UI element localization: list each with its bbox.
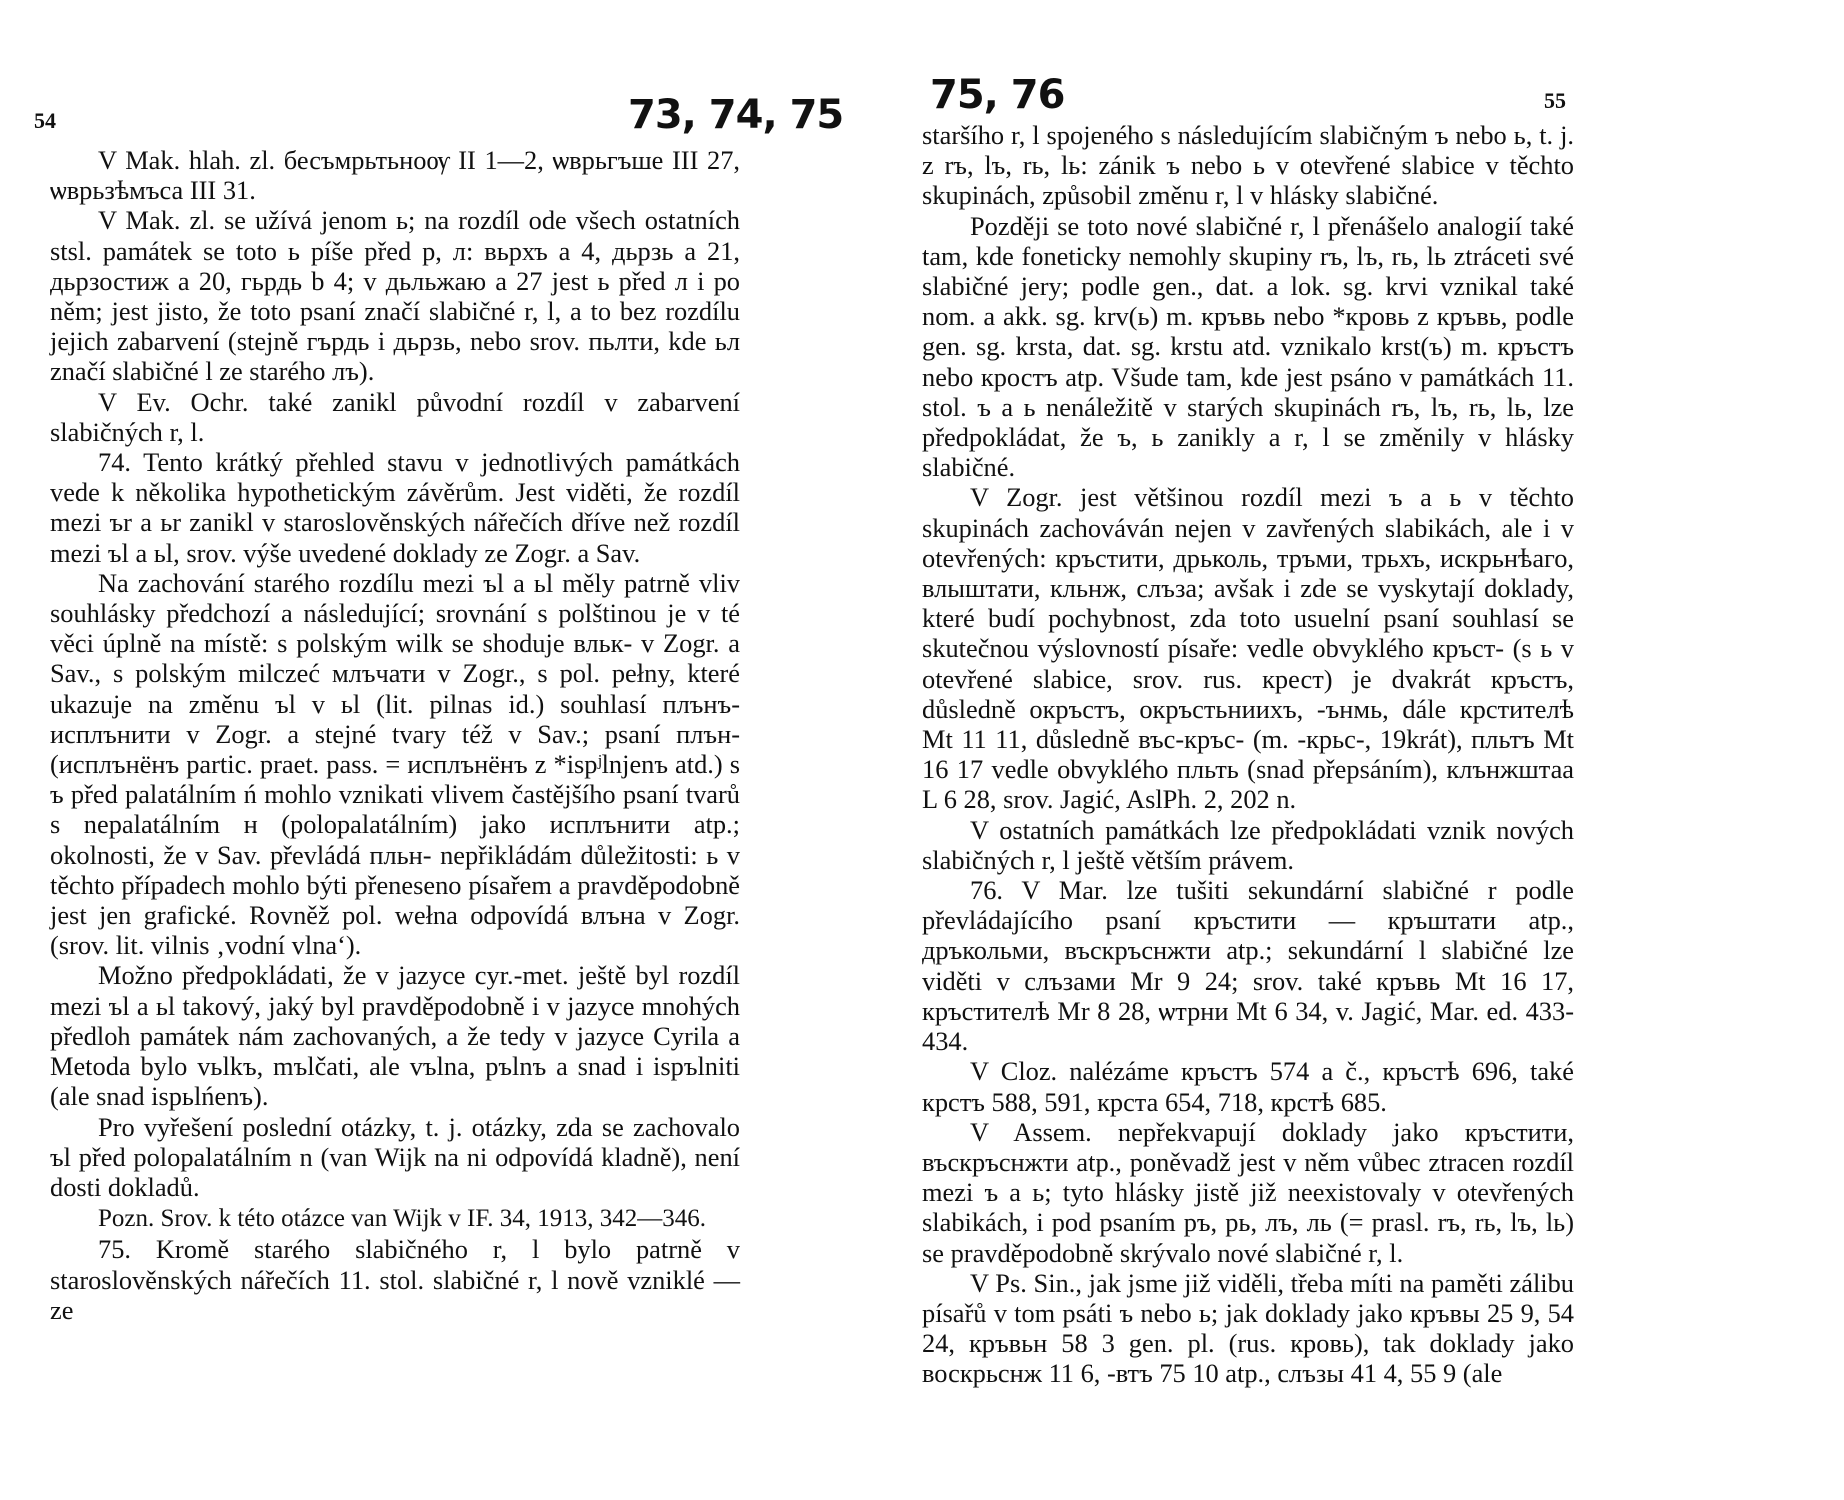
paragraph: Možno předpokládati, že v jazyce cyr.-met. ještě byl rozdíl mezi ъl a ьl takový, jaký byl pravděpodobně i v jazyce mnohých předloh památek nám zachovaných, a že tedy v jazyce Cyrila a Metoda bylo vьlkъ, mъlčati, ale vъlna, pъlnъ a snad i ispъlniti (ale snad ispьlńenъ).: [50, 960, 740, 1112]
right-page: [922, 0, 1844, 1500]
right-page-body: [922, 120, 1574, 1389]
paragraph: Pro vyřešení poslední otázky, t. j. otázky, zda se zachovalo ъl před polopalatálním n (van Wijk na ni odpovídá kladně), není dosti dokladů.: [50, 1111, 740, 1202]
paragraph: V Mak. zl. se užívá jenom ь; na rozdíl ode všech ostatních stsl. památek se toto ь píše před р, л: вьрхъ a 4, дьрзь a 21, дьрзостиж a 20, гьрдь b 4; v дьльжаю a 27 jest ь před л i po něm; jest jisto, že toto psaní značí slabičné r, l, a to bez rozdílu jejich zabarvení (stejně гърдь i дьрзь, nebo srov. пьлти, kde ьл značí slabičné l ze starého лъ).: [50, 205, 740, 387]
paragraph: V Zogr. jest většinou rozdíl mezi ъ a ь v těchto skupinách zachováván nejen v zavřených slabikách, ale i v otevřených: кръстити, дрьколь, тръми, трьхъ, искрьнѣаго, влыштати, кльнж, слъза; avšak i zde se vyskytají doklady, které budí pochybnost, zda toto usuelní psaní souhlasí se skutečnou výslovností písaře: vedle obvyklého кръст- (s ь v otevřené slabice, srov. rus. крест) je dvakrát кръстъ, důsledně окръстъ, окръстьнииxъ, -ънмь, dále крстителѣ Mt 11 11, důsledně въс-кръс- (m. -крьс-, 19krát), пльтъ Mt 16 17 vedle obvyklého пльть (snad přepsáním), клънжштаа L 6 28, srov. Jagić, AslPh. 2, 202 n.: [922, 482, 1574, 815]
paragraph: 76. V Mar. lze tušiti sekundární slabičné r podle převládajícího psaní кръстити — кръштати atp., дръкольми, въскръснжти atp.; sekundární l slabičné lze viděti v слъзами Mr 9 24; srov. také кръвь Mt 16 17, кръстителѣ Mr 8 28, ѡтрни Mt 6 34, v. Jagić, Mar. ed. 433-434.: [922, 875, 1574, 1057]
paragraph: staršího r, l spojeného s následujícím slabičným ъ nebo ь, t. j. z rъ, lъ, rь, lь: zánik ъ nebo ь v otevřené slabice v těchto skupinách, způsobil změnu r, l v hlásky slabičné.: [922, 120, 1574, 211]
paragraph: V ostatních památkách lze předpokládati vznik nových slabičných r, l ještě větším právem.: [922, 814, 1574, 875]
section-header: 73, 74, 75: [628, 92, 844, 138]
paragraph: V Ps. Sin., jak jsme již viděli, třeba míti na paměti zálibu písařů v tom psáti ъ nebo ь; jak doklady jako кръвы 25 9, 54 24, кръвьн 58 3 gen. pl. (rus. кровь), tak doklady jako воскрьснж 11 6, -втъ 75 10 atp., слъзы 41 4, 55 9 (ale: [922, 1267, 1574, 1389]
note: Pozn. Srov. k této otázce van Wijk v IF. 34, 1913, 342—346.: [98, 1205, 707, 1233]
paragraph: V Ev. Ochr. také zanikl původní rozdíl v zabarvení slabičných r, l.: [50, 386, 740, 447]
page-number: 54: [34, 108, 56, 133]
paragraph: Později se toto nové slabičné r, l přenášelo analogií také tam, kde foneticky nemohly skupiny rъ, lъ, rь, lь ztráceti své slabičné jery; podle gen., dat. a lok. sg. krvi vznikal také nom. a akk. sg. krv(ь) m. кръвь nebo *кровь z кръвь, podle gen. sg. krsta, dat. sg. krstu atd. vznikalo krst(ъ) m. кръстъ nebo кростъ atp. Všude tam, kde jest psáno v památkách 11. stol. ъ a ь nenáležitě v starých skupinách rъ, lъ, rь, lь, lze předpokládat, že ъ, ь zanikly a r, l se změnily v hlásky slabičné.: [922, 210, 1574, 483]
paragraph: V Cloz. nalézáme кръстъ 574 a č., кръстѣ 696, také крстъ 588, 591, крста 654, 718, крстѣ 685.: [922, 1056, 1574, 1117]
paragraph: V Mak. hlah. zl. бесъмрьтьноѹ II 1—2, ѡврьгъше III 27, ѡврьзѣмъса III 31.: [50, 145, 740, 206]
paragraph: V Assem. nepřekvapují doklady jako кръстити, въскръснжти atp., poněvadž jest v něm vůbec ztracen rozdíl mezi ъ a ь; tyto hlásky jistě již neexistovaly v otevřených slabikách, i pod psaním ръ, рь, лъ, ль (= prasl. rъ, rь, lъ, lь) se pravděpodobně skrývalo nové slabičné r, l.: [922, 1116, 1574, 1268]
paragraph: Na zachování starého rozdílu mezi ъl a ьl měly patrně vliv souhlásky předchozí a následující; srovnání s polštinou je v té věci úplně na místě: s polským wilk se shoduje вльк- v Zogr. a Sav., s polským milczeć млъчати v Zogr., s pol. pełny, které ukazuje na změnu ъl v ьl (lit. pilnas id.) souhlasí плънъ-исплънити v Zogr. a stejné tvary též v Sav.; psaní плън- (исплънёнъ partic. praet. pass. = исплънёнъ z *ispʲlnjenъ atd.) s ъ před palatálním ń mohlo vznikati vlivem častějšího psaní tvarů s nepalatálním н (polopalatálním) jako исплънити atp.; okolnosti, že v Sav. převládá пльн- nepřikládám důležitosti: ь v těchto případech mohlo býti přeneseno písařem a pravděpodobně jest jen grafické. Rovněž pol. wełna odpovídá влъна v Zogr. (srov. lit. vilnis ‚vodní vlna‘).: [50, 567, 740, 961]
section-header: 75, 76: [930, 72, 1065, 118]
paragraph: 74. Tento krátký přehled stavu v jednotlivých památkách vede k několika hypothetickým závěrům. Jest viděti, že rozdíl mezi ъr a ьr zanikl v staroslověnských nářečích dříve než rozdíl mezi ъl a ьl, srov. výše uvedené doklady ze Zogr. a Sav.: [50, 447, 740, 568]
paragraph: 75. Kromě starého slabičného r, l bylo patrně v staroslověnských nářečích 11. stol. slabičné r, l nově vzniklé — ze: [50, 1234, 740, 1325]
page-number: 55: [1544, 88, 1566, 113]
left-page-body: [50, 145, 740, 1325]
